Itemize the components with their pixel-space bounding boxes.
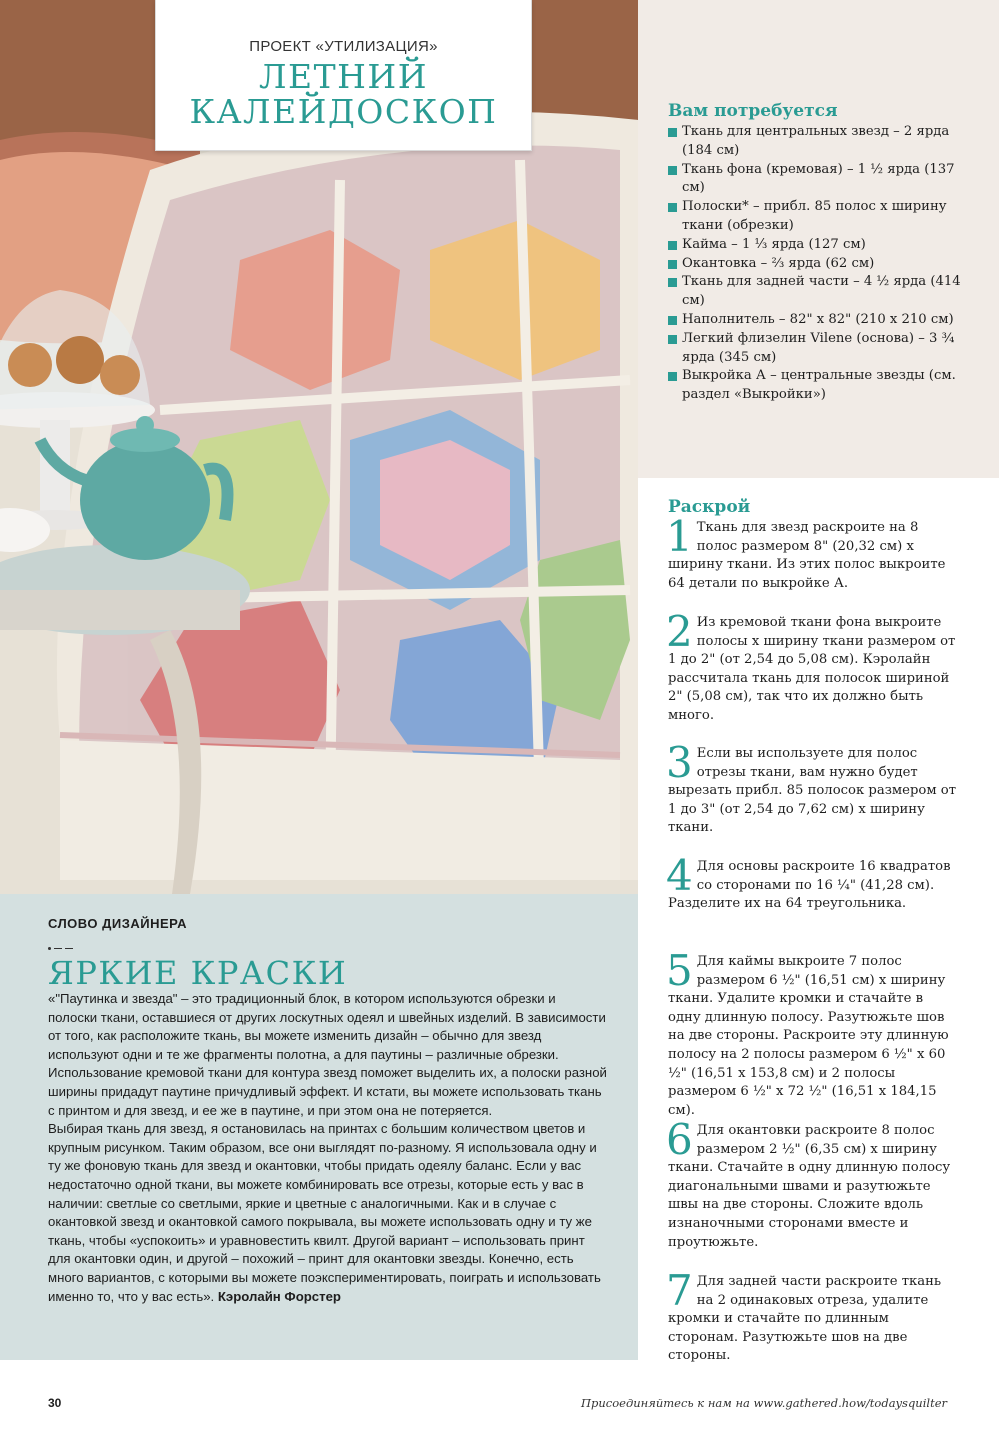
square-bullet-icon [668, 241, 677, 250]
designer-paragraph-text: Выбирая ткань для звезд, я остановилась на принтах с большим количеством цветов и крупным рисунком. Таким образом, все они выглядят по-разному. Я использовала одну и ту же фоновую ткань для звезд и окантовки, чтобы придать одеялу баланс. Если у вас недостаточно одной ткани, вы можете комбинировать все отрезы, которые есть у вас в наличии: светлые со светлыми, яркие и цветные с аналогичными. Как и в случае с окантовкой звезд и окантовкой самого покрывала, вы можете использовать одну и ту же ткань, чтобы «успокоить» и уравновестить квилт. Другой вариант – использовать принт для окантовки один, и другой – похожий – принт для окантовки звезды. Конечно, есть много вариантов, с которыми вы можете поэкспериментировать, поиграть и использовать именно то, что у вас есть». [48, 1121, 601, 1304]
supply-text: Окантовка – ⅔ ярда (62 см) [682, 255, 875, 271]
cutting-step [666, 738, 958, 838]
step-number: 1 [666, 512, 693, 561]
supply-item [668, 123, 978, 161]
supply-item [668, 273, 978, 311]
supply-text: Наполнитель – 82" х 82" (210 х 210 см) [682, 311, 954, 327]
supply-item [668, 311, 978, 330]
square-bullet-icon [668, 260, 677, 269]
supply-item [668, 236, 978, 255]
step-text: Для задней части раскроите ткань на 2 одинаковых отреза, удалите кромки и стачайте по длинным сторонам. Разутюжьте шов на две стороны. [668, 1274, 942, 1364]
page-number: 30 [48, 1396, 62, 1410]
step-number: 3 [666, 738, 693, 787]
cutting-step [666, 512, 958, 593]
designer-author: Кэролайн Форстер [217, 1288, 341, 1304]
square-bullet-icon [668, 278, 677, 287]
step-text: Из кремовой ткани фона выкроите полосы х ширину ткани размером от 1 до 2" (от 2,54 до 5,08 см). Кэролайн рассчитала ткань для полосок шириной 2" (5,08 см), так что их должно быть много. [668, 615, 956, 723]
supply-item [668, 367, 978, 405]
section-kicker: ПРОЕКТ «УТИЛИЗАЦИЯ» [249, 38, 438, 55]
step-text: Ткань для звезд раскроите на 8 полос размером 8" (20,32 см) х ширину ткани. Из этих полос выкроите 64 детали по выкройке А. [668, 520, 946, 591]
step-text: Для основы раскроите 16 квадратов со сторонами по 16 ¼" (41,28 см). Разделите их на 64 треугольника. [668, 859, 951, 912]
supply-text: Кайма – 1 ⅓ ярда (127 см) [682, 236, 866, 252]
square-bullet-icon [668, 372, 677, 381]
designer-paragraph [48, 1120, 608, 1306]
step-text: Для окантовки раскроите 8 полос размером 2 ½" (6,35 см) х ширину ткани. Стачайте в одну длинную полосу диагональными швами и разутюжьте швы на две стороны. Сложите вдоль изнаночными сторонами вместе и проутюжьте. [668, 1123, 951, 1250]
designer-panel [0, 894, 638, 1360]
supply-text: Легкий флизелин Vilene (основа) – 3 ¾ ярда (345 см) [682, 330, 955, 365]
supplies-list [668, 123, 978, 405]
quilt-photo [0, 0, 638, 894]
square-bullet-icon [668, 203, 677, 212]
step-text: Для каймы выкроите 7 полос размером 6 ½" (16,51 см) х ширину ткани. Удалите кромки и стачайте в одну длинную полосу. Разутюжьте шов на две стороны. Раскроите эту длинную полосу на 2 полосы размером 6 ½" х 60 ½" (16,51 х 153,8 см) и 2 полосы размером 6 ½" х 72 ½" (16,51 х 184,15 см). [668, 954, 949, 1118]
step-number: 7 [666, 1266, 693, 1315]
supply-text: Ткань фона (кремовая) – 1 ½ ярда (137 см) [682, 161, 955, 196]
designer-paragraph: «"Паутинка и звезда" – это традиционный блок, в котором используются обрезки и полоски ткани, оставшиеся от других лоскутных одеял и швейных изделий. В зависимости от того, как расположите ткань, вы можете изменить дизайн – обычно для звезд используют одни и те же фрагменты полотна, а для паутины – различные обрезки. Использование кремовой ткани для контура звезд поможет выделить их, а полоски разной ширины придадут паутине причудливый эффект. И кстати, вы можете использовать ткань с принтом и для звезд, и ее же в паутине, и при этом она не потеряется. [48, 991, 607, 1118]
step-number: 4 [666, 851, 693, 900]
square-bullet-icon [668, 128, 677, 137]
square-bullet-icon [668, 166, 677, 175]
supply-item [668, 161, 978, 199]
step-number: 6 [666, 1115, 693, 1164]
cutting-step [666, 1115, 958, 1252]
footer-note: Присоединяйтесь к нам на www.gathered.how/todaysquilter [580, 1396, 947, 1410]
decorative-dashes [48, 938, 82, 942]
step-text: Если вы используете для полос отрезы ткани, вам нужно будет вырезать прибл. 85 полосок размером от 1 до 3" (от 2,54 до 7,62 см) х ширину ткани. [668, 746, 957, 836]
square-bullet-icon [668, 335, 677, 344]
supply-item [668, 255, 978, 274]
title-line-2: КАЛЕЙДОСКОП [189, 92, 498, 131]
supply-text: Полоски* – прибл. 85 полос х ширину ткани (обрезки) [682, 199, 947, 233]
designer-label: СЛОВО ДИЗАЙНЕРА [48, 916, 188, 931]
cutting-step [666, 1266, 958, 1366]
supplies-heading: Вам потребуется [668, 101, 838, 121]
designer-title: ЯРКИЕ КРАСКИ [48, 954, 348, 992]
step-number: 5 [666, 946, 693, 995]
title-line-1: ЛЕТНИЙ [259, 57, 428, 96]
supply-item [668, 330, 978, 368]
supply-item [668, 198, 978, 236]
page-title [156, 59, 531, 129]
supply-text: Выкройка А – центральные звезды (см. раздел «Выкройки») [682, 368, 956, 403]
cutting-step [666, 946, 958, 1120]
supply-text: Ткань для центральных звезд – 2 ярда (184 см) [682, 124, 950, 158]
cutting-step [666, 607, 958, 726]
title-card [155, 0, 532, 151]
square-bullet-icon [668, 316, 677, 325]
cutting-step [666, 851, 958, 914]
supplies-panel [638, 0, 999, 478]
step-number: 2 [666, 607, 693, 656]
cutting-heading: Раскрой [668, 497, 751, 517]
designer-body [48, 990, 608, 1306]
supply-text: Ткань для задней части – 4 ½ ярда (414 см) [682, 274, 961, 309]
